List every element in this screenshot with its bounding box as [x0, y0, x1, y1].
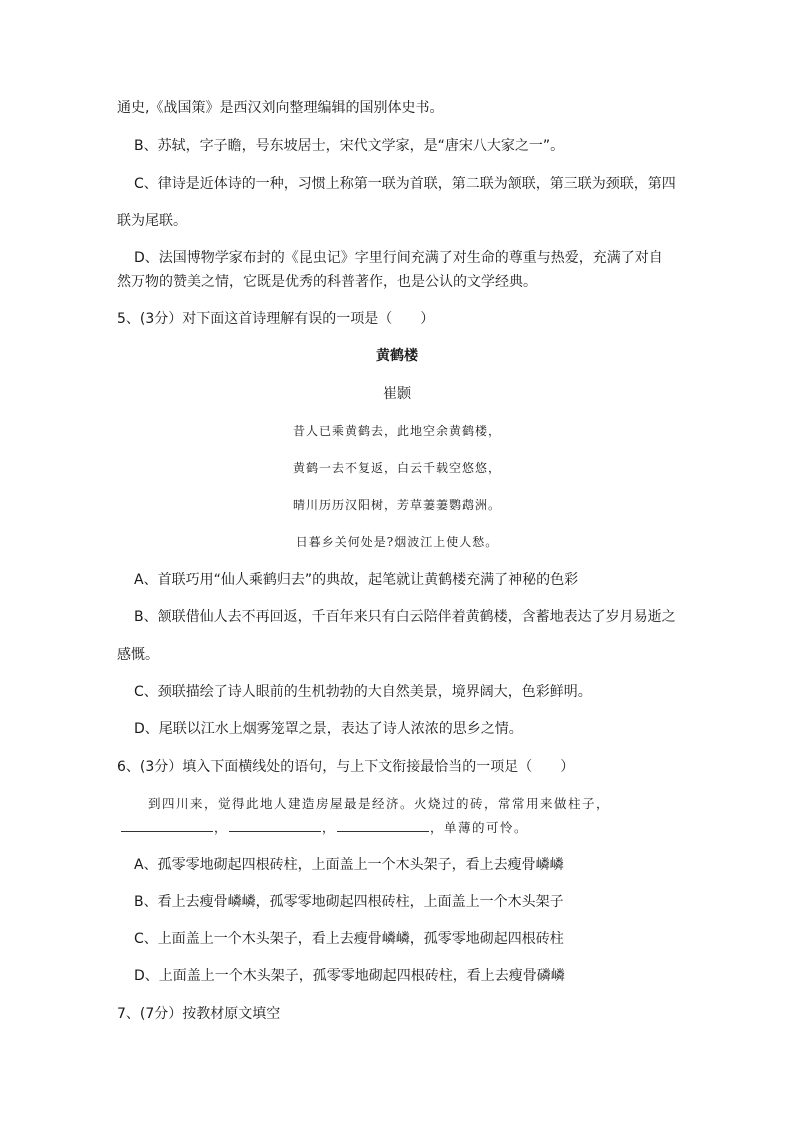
- q6-option-b: B、看上去瘦骨嶙嶙，孤零零地砌起四根砖柱，上面盖上一个木头架子: [134, 894, 564, 910]
- q4-text-line: 通史,《战国策》是西汉刘向整理编辑的国别体史书。: [117, 100, 444, 116]
- q4-option-d-line1: D、法国博物学家布封的《昆虫记》字里行间充满了对生命的尊重与热爱，充满了对自: [134, 250, 663, 266]
- q6-passage-line1: 到四川来，觉得此地人建造房屋最是经济。火烧过的砖，常常用来做柱子，: [148, 796, 611, 811]
- q5-option-d: D、尾联以江水上烟雾笼罩之景，表达了诗人浓浓的思乡之情。: [134, 721, 523, 737]
- poem-line: 晴川历历汉阳树，芳草萋萋鹦鹉洲。: [292, 498, 501, 512]
- q4-option-b: B、苏轼，字子瞻，号东坡居士，宋代文学家，是“唐宋八大家之一”。: [134, 138, 565, 154]
- q6-option-c: C、上面盖上一个木头架子，看上去瘦骨嶙嶙，孤零零地砌起四根砖柱: [134, 931, 564, 947]
- q5-stem: 5、(3分）对下面这首诗理解有误的一项是（ ）: [117, 311, 435, 327]
- poem-title: 黄鹤楼: [376, 348, 418, 364]
- poem-line: 黄鹤一去不复返，白云千载空悠悠，: [292, 461, 501, 475]
- q7-stem: 7、(7分）按教材原文填空: [117, 1006, 281, 1022]
- q5-option-b-line1: B、颔联借仙人去不再回返，千百年来只有白云陪伴着黄鹤楼，含蓄地表达了岁月易逝之: [134, 609, 676, 625]
- q6-stem: 6、(3分）填入下面横线处的语句，与上下文衔接最恰当的一项足（ ）: [117, 759, 575, 775]
- q4-option-d-line2: 然万物的赞美之情，它既是优秀的科普著作，也是公认的文学经典。: [117, 274, 537, 290]
- poem-line: 日暮乡关何处是?烟波江上使人愁。: [295, 535, 499, 549]
- q6-option-d: D、上面盖上一个木头架子，孤零零地砌起四根砖柱，看上去瘦骨磷嶙: [134, 968, 565, 984]
- q5-option-a: A、首联巧用“仙人乘鹤归去”的典故，起笔就让黄鹤楼充满了神秘的色彩: [134, 572, 579, 588]
- q5-option-c: C、颈联描绘了诗人眼前的生机勃勃的大自然美景，境界阔大，色彩鲜明。: [134, 684, 592, 700]
- q6-option-a: A、孤零零地砌起四根砖柱，上面盖上一个木头架子，看上去瘦骨嶙嶙: [134, 857, 564, 873]
- q5-option-b-line2: 感慨。: [117, 647, 159, 663]
- poem-author: 崔颢: [383, 386, 411, 402]
- q6-passage-line2: ， ， ，单薄的可怜。: [120, 818, 528, 838]
- q4-option-c-line1: C、律诗是近体诗的一种，习惯上称第一联为首联，第二联为颔联，第三联为颈联，第四: [134, 176, 676, 192]
- fill-blank-1[interactable]: [121, 818, 213, 832]
- fill-blank-2[interactable]: [229, 818, 321, 832]
- poem-line: 昔人已乘黄鹤去，此地空余黄鹤楼，: [292, 424, 501, 438]
- q4-option-c-line2: 联为尾联。: [117, 213, 187, 229]
- fill-blank-3[interactable]: [337, 818, 429, 832]
